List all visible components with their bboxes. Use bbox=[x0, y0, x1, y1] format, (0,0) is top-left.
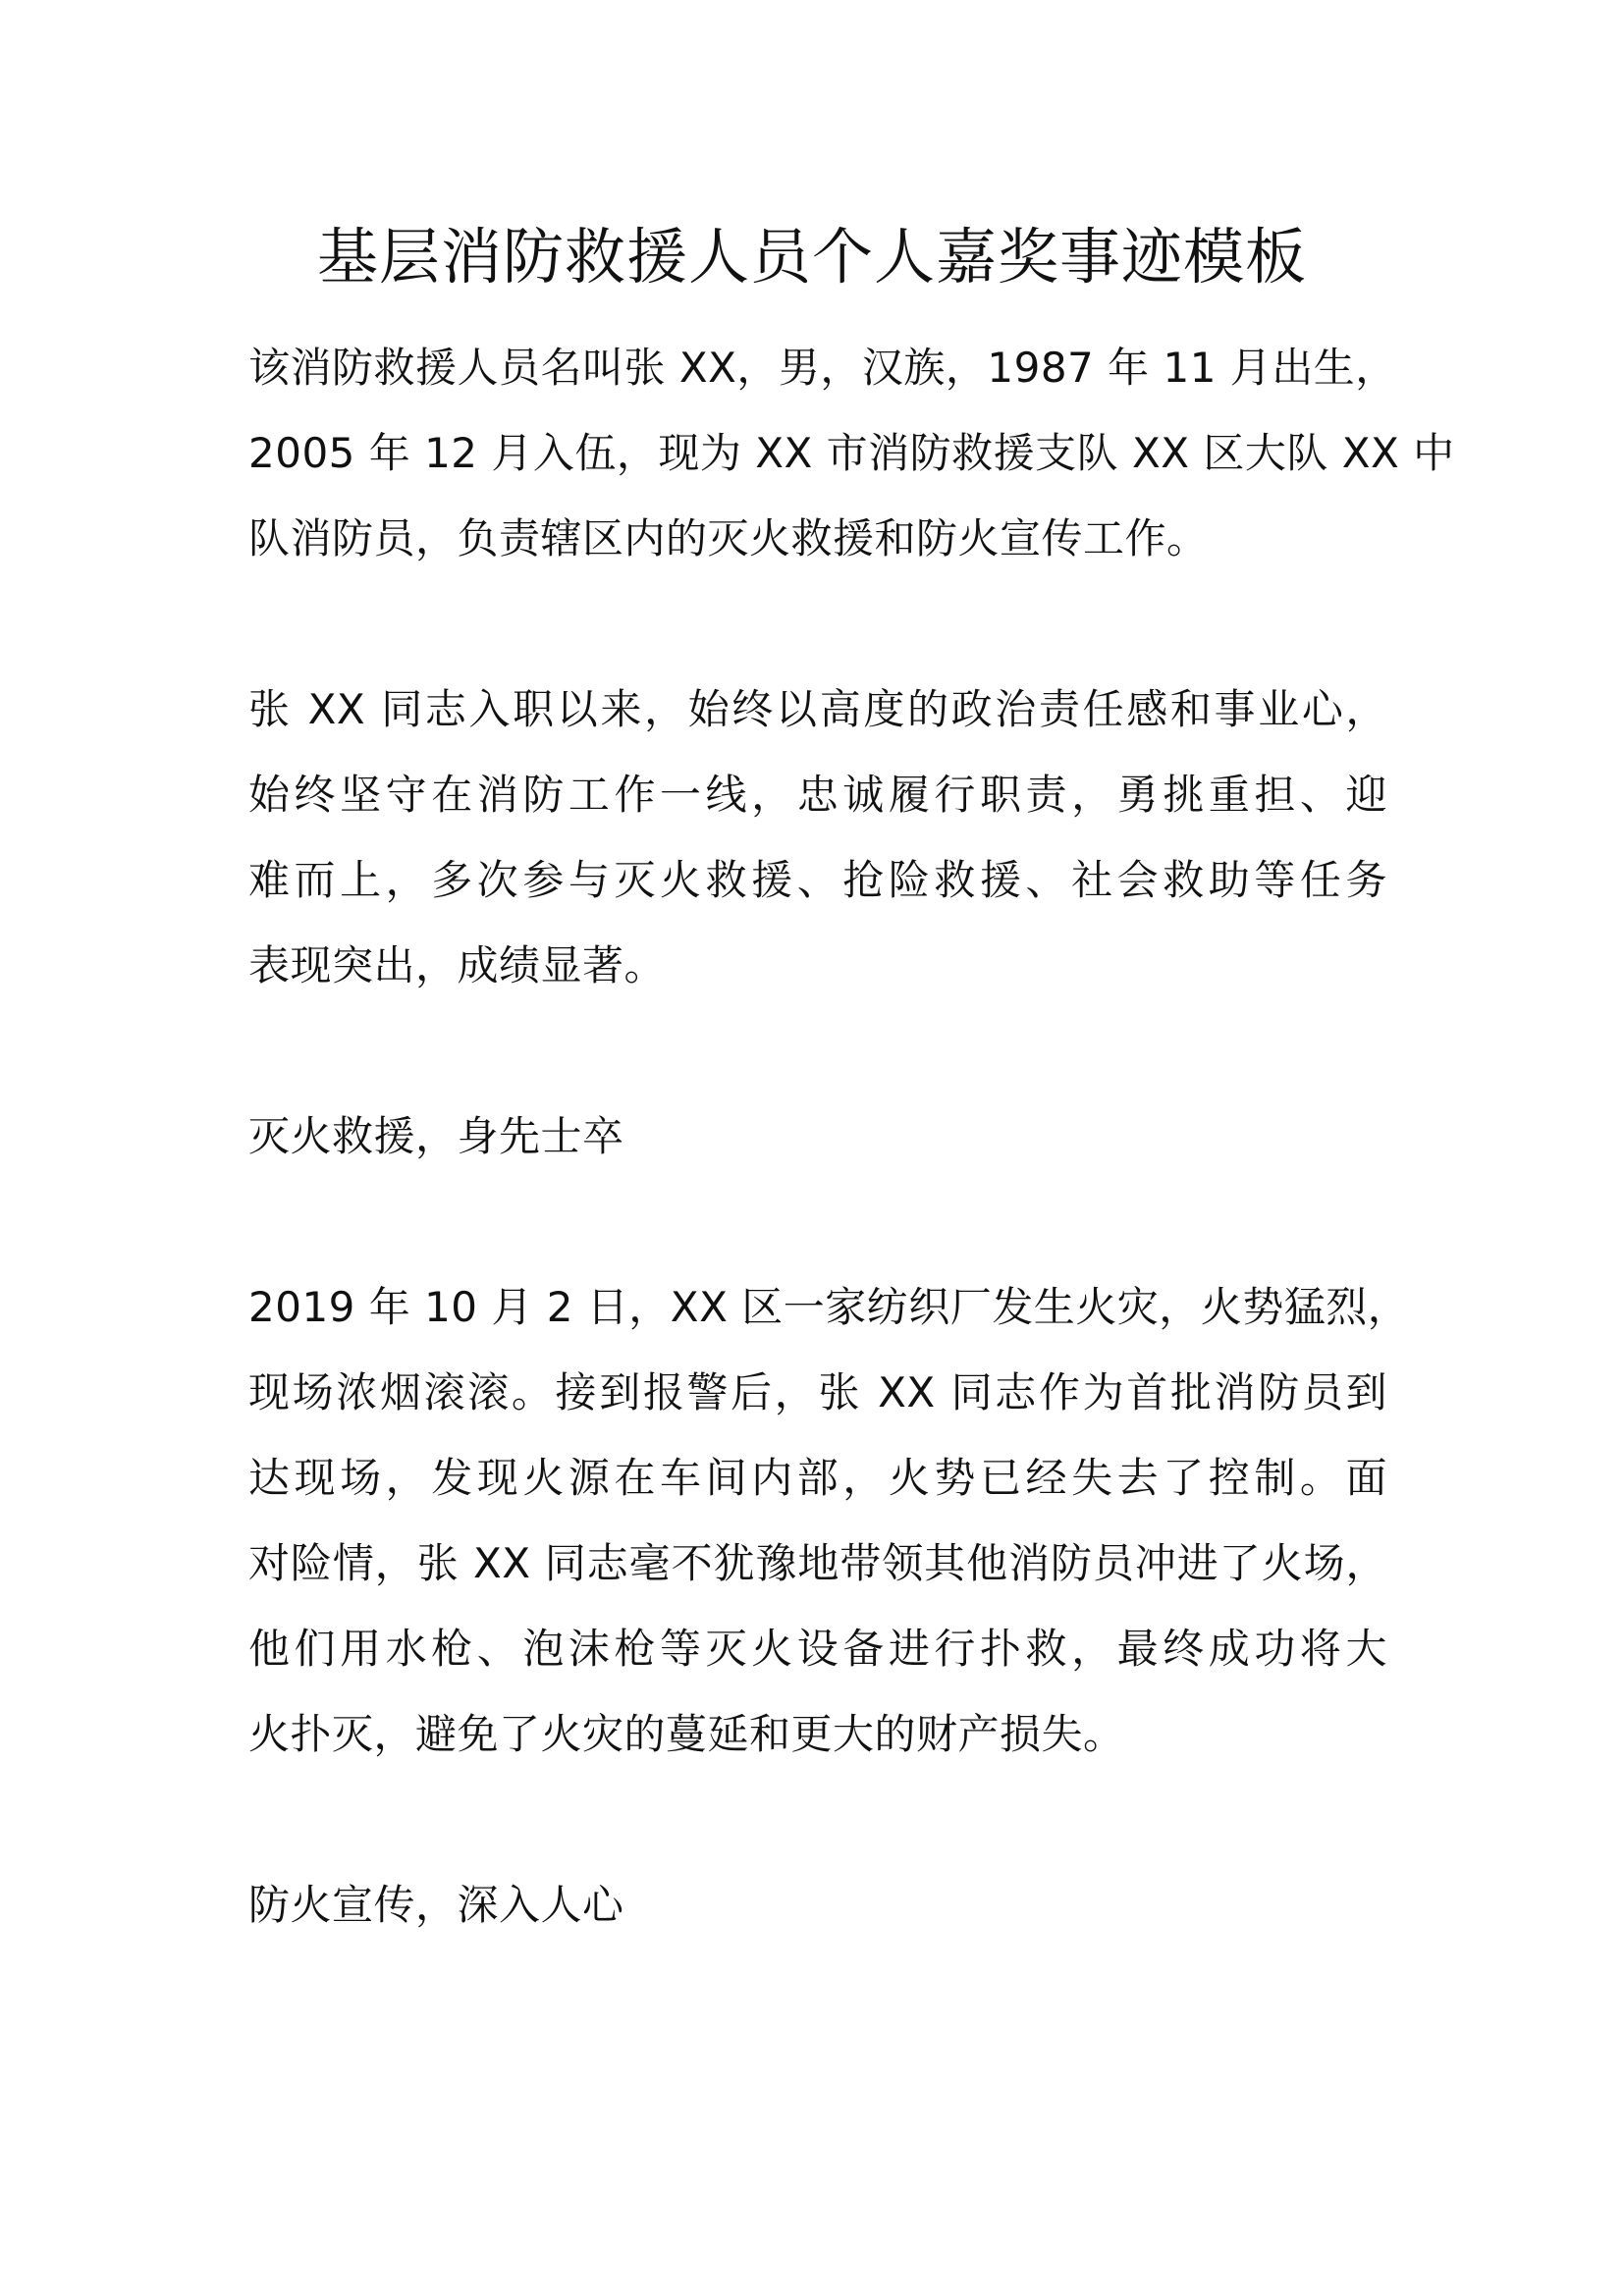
paragraph-2-line-3: 难而上，多次参与灭火救援、抢险救援、社会救助等任务 bbox=[248, 856, 1387, 904]
paragraph-3-line-4: 对险情，张 XX 同志毫不犹豫地带领其他消防员冲进了火场， bbox=[248, 1539, 1387, 1587]
paragraph-1-line-2: 2005 年 12 月入伍，现为 XX 市消防救援支队 XX 区大队 XX 中 bbox=[248, 429, 1455, 477]
section-heading-firefighting: 灭火救援，身先士卒 bbox=[248, 1112, 624, 1160]
paragraph-2-line-1: 张 XX 同志入职以来，始终以高度的政治责任感和事业心， bbox=[248, 685, 1387, 733]
paragraph-2-line-4: 表现突出，成绩显著。 bbox=[248, 941, 667, 989]
section-heading-fire-prevention: 防火宣传，深入人心 bbox=[248, 1881, 624, 1929]
paragraph-3-line-5: 他们用水枪、泡沫枪等灭火设备进行扑救，最终成功将大 bbox=[248, 1625, 1387, 1673]
paragraph-3-line-1: 2019 年 10 月 2 日，XX 区一家纺织厂发生火灾，火势猛烈， bbox=[248, 1283, 1410, 1331]
paragraph-1-line-1: 该消防救援人员名叫张 XX，男，汉族，1987 年 11 月出生， bbox=[248, 344, 1397, 392]
paragraph-1-line-3: 队消防员，负责辖区内的灭火救援和防火宣传工作。 bbox=[248, 514, 1209, 562]
paragraph-3-line-6: 火扑灭，避免了火灾的蔓延和更大的财产损失。 bbox=[248, 1710, 1125, 1758]
paragraph-2-line-2: 始终坚守在消防工作一线，忠诚履行职责，勇挑重担、迎 bbox=[248, 771, 1387, 819]
paragraph-3-line-3: 达现场，发现火源在车间内部，火势已经失去了控制。面 bbox=[248, 1454, 1387, 1502]
paragraph-3-line-2: 现场浓烟滚滚。接到报警后，张 XX 同志作为首批消防员到 bbox=[248, 1368, 1387, 1416]
document-title: 基层消防救援人员个人嘉奖事迹模板 bbox=[316, 221, 1307, 293]
